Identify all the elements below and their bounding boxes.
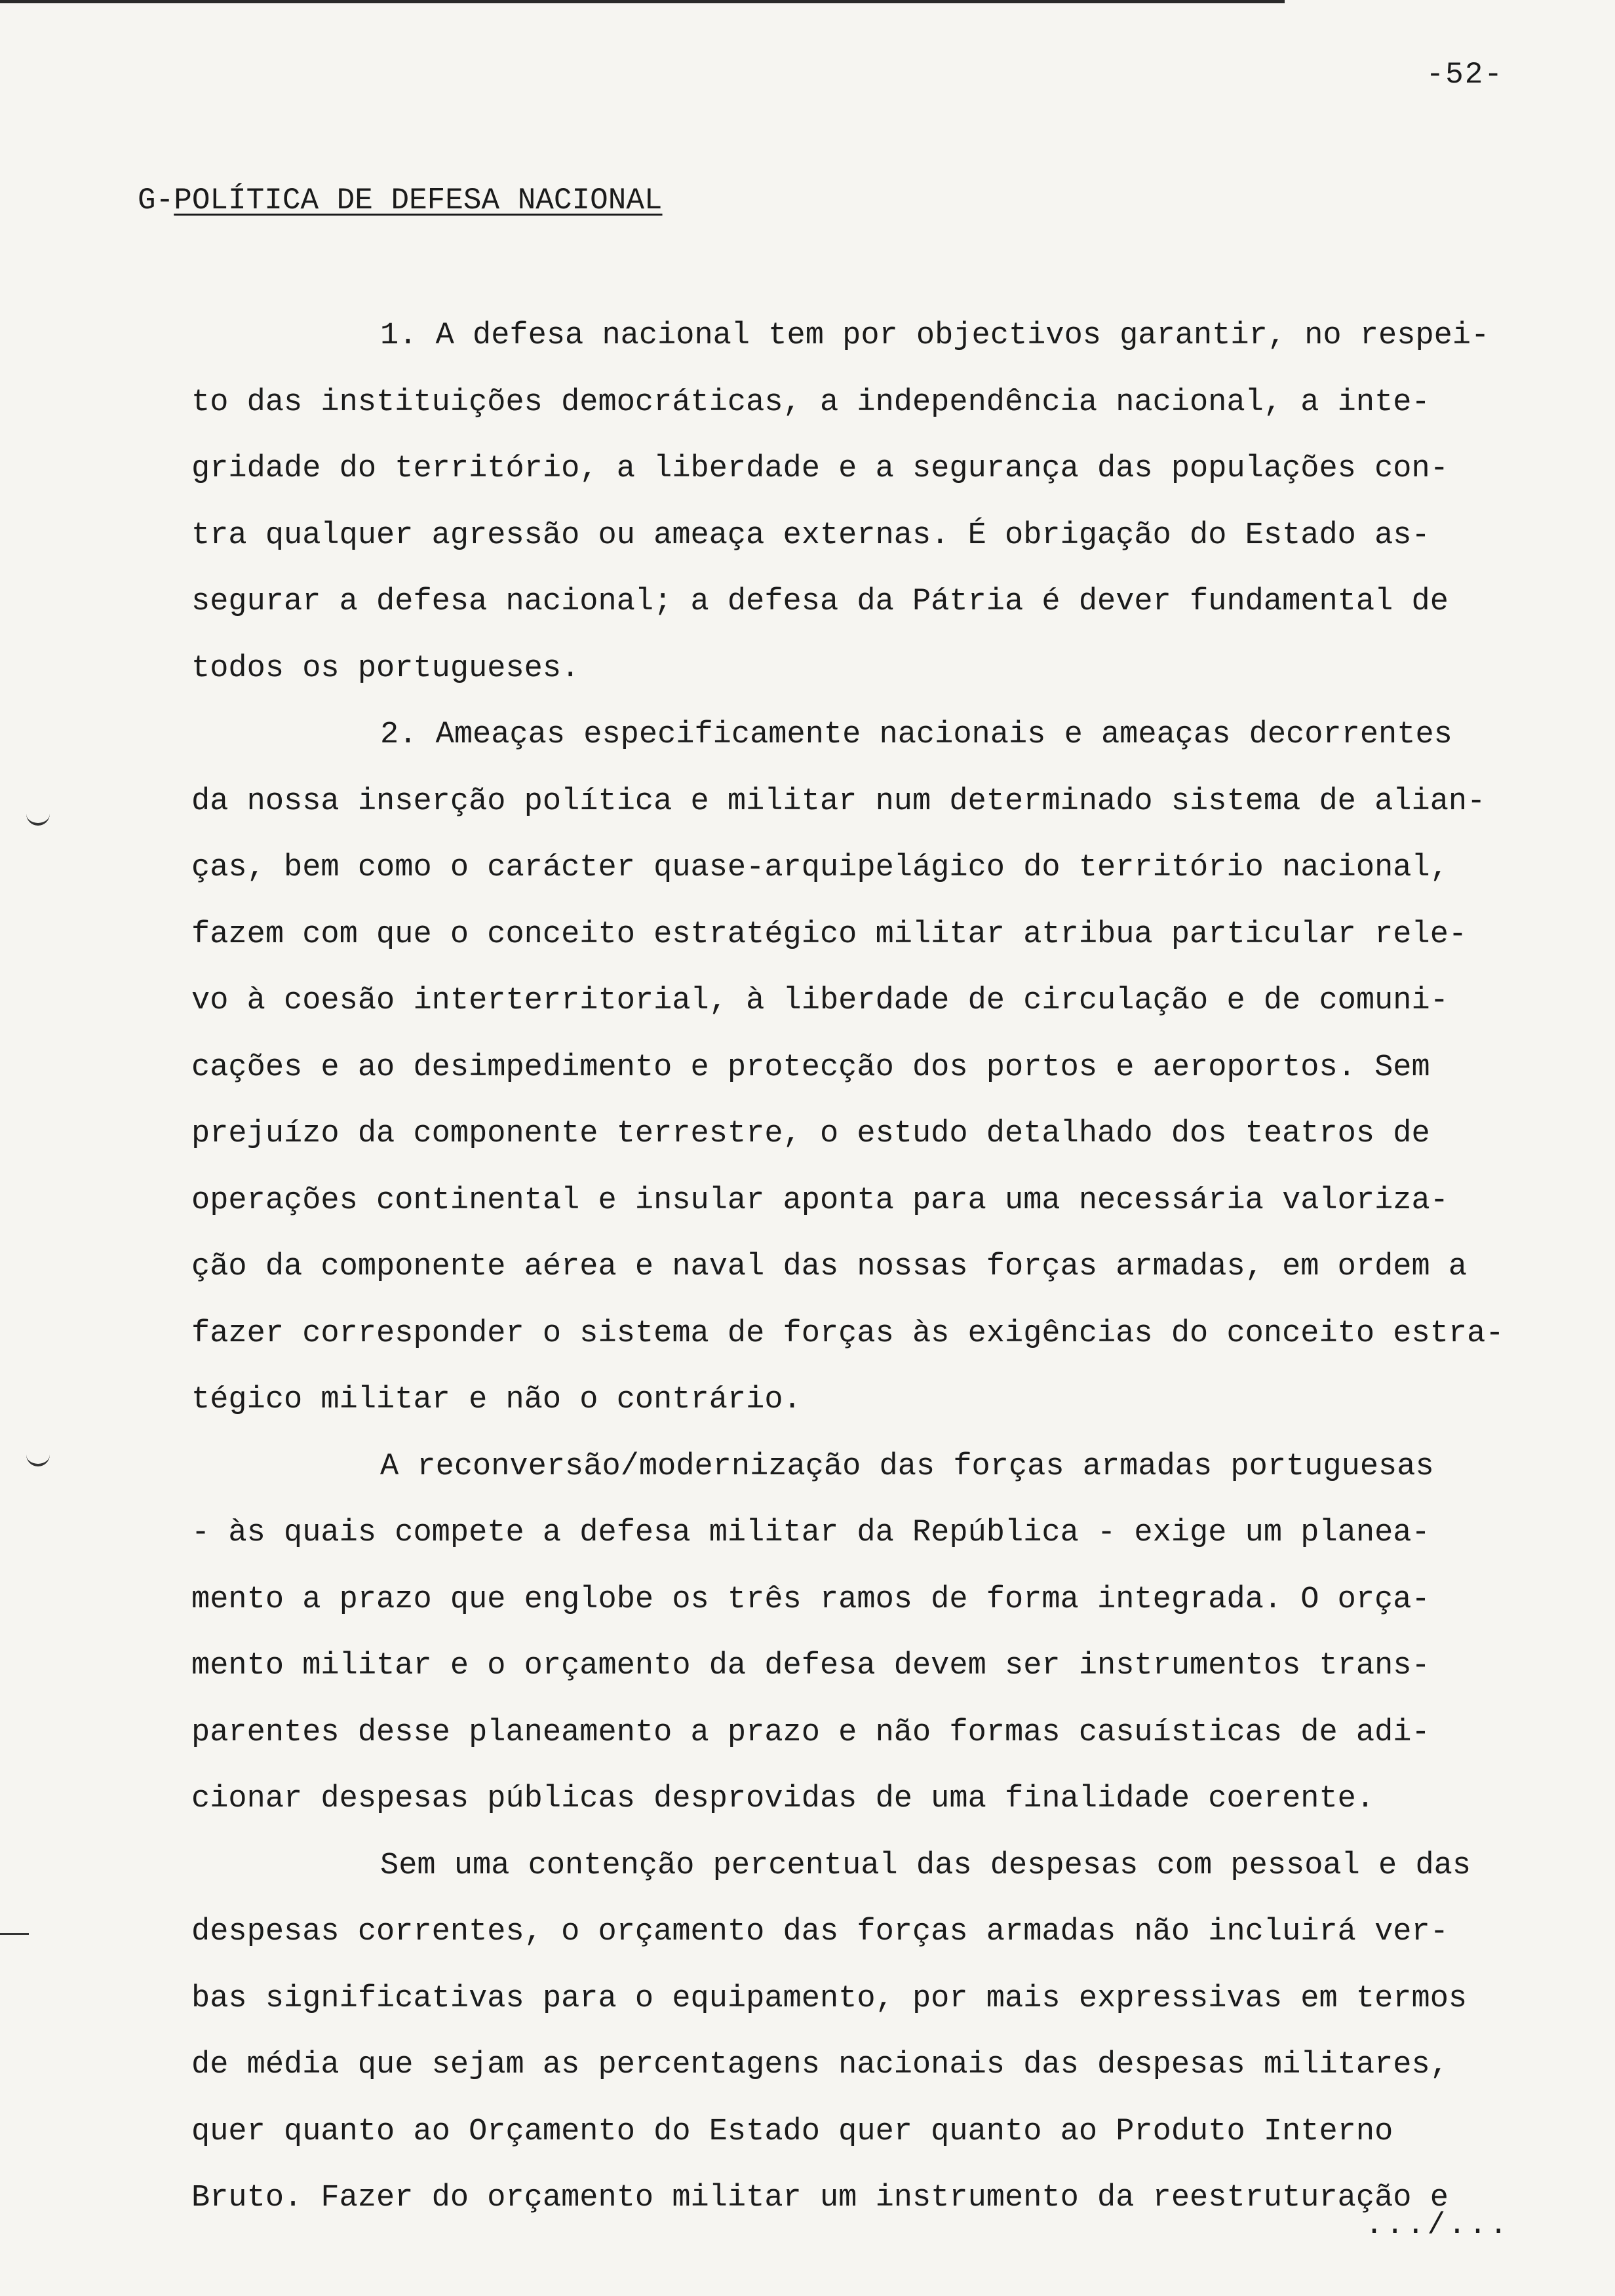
text-line: fazem com que o conceito estratégico militar atribua particular rele- [191,917,1468,952]
text-line: cações e ao desimpedimento e protecção dos portos e aeroportos. Sem [191,1050,1430,1085]
paragraph-2 [191,702,1574,1434]
text-line: Bruto. Fazer do orçamento militar um instrumento da reestruturação e [191,2181,1449,2215]
scan-artifact-mark [0,1933,29,1935]
body-text [191,303,1574,2232]
text-line: mento a prazo que englobe os três ramos de forma integrada. O orça- [191,1582,1430,1617]
text-line: tégico militar e não o contrário. [191,1383,802,1417]
text-line: parentes desse planeamento a prazo e não formas casuísticas de adi- [191,1715,1430,1750]
text-line: prejuízo da componente terrestre, o estudo detalhado dos teatros de [191,1117,1430,1151]
text-line: operações continental e insular aponta para uma necessária valoriza- [191,1183,1449,1218]
text-line: ças, bem como o carácter quase-arquipelágico do território nacional, [191,851,1449,885]
text-line: tra qualquer agressão ou ameaça externas. É obrigação do Estado as- [191,518,1430,553]
text-line: todos os portugueses. [191,651,580,686]
top-scan-edge [0,0,1285,3]
text-line: quer quanto ao Orçamento do Estado quer quanto ao Produto Interno [191,2114,1393,2149]
paragraph-3 [191,1434,1574,1833]
text-line: mento militar e o orçamento da defesa devem ser instrumentos trans- [191,1649,1430,1683]
binding-hole-mark [26,1452,50,1466]
text-line: segurar a defesa nacional; a defesa da Pátria é dever fundamental de [191,584,1449,619]
section-heading [138,183,663,218]
page-number: -52- [1426,58,1504,92]
text-line: 2. Ameaças especificamente nacionais e ameaças decorrentes [380,718,1452,752]
section-title: POLÍTICA DE DEFESA NACIONAL [174,183,663,218]
paragraph-1 [191,303,1574,702]
text-line: gridade do território, a liberdade e a segurança das populações con- [191,451,1449,486]
binding-hole-mark [26,811,50,826]
section-prefix: G- [138,183,174,218]
text-line: Sem uma contenção percentual das despesas com pessoal e das [380,1848,1471,1883]
text-line: fazer corresponder o sistema de forças às exigências do conceito estra- [191,1316,1504,1351]
text-line: bas significativas para o equipamento, por mais expressivas em termos [191,1981,1468,2016]
text-line: 1. A defesa nacional tem por objectivos garantir, no respei- [380,318,1490,353]
text-line: despesas correntes, o orçamento das forças armadas não incluirá ver- [191,1915,1449,1949]
text-line: ção da componente aérea e naval das nossas forças armadas, em ordem a [191,1250,1468,1284]
text-line: to das instituições democráticas, a independência nacional, a inte- [191,385,1430,420]
text-line: - às quais compete a defesa militar da República - exige um planea- [191,1516,1430,1550]
text-line: de média que sejam as percentagens nacionais das despesas militares, [191,2048,1449,2082]
text-line: cionar despesas públicas desprovidas de uma finalidade coerente. [191,1782,1375,1816]
text-line: vo à coesão interterritorial, à liberdade de circulação e de comuni- [191,984,1449,1018]
text-line: da nossa inserção política e militar num determinado sistema de alian- [191,784,1486,819]
text-line: A reconversão/modernização das forças armadas portuguesas [380,1449,1434,1484]
continuation-mark: .../... [1365,2208,1510,2242]
paragraph-4 [191,1833,1574,2232]
